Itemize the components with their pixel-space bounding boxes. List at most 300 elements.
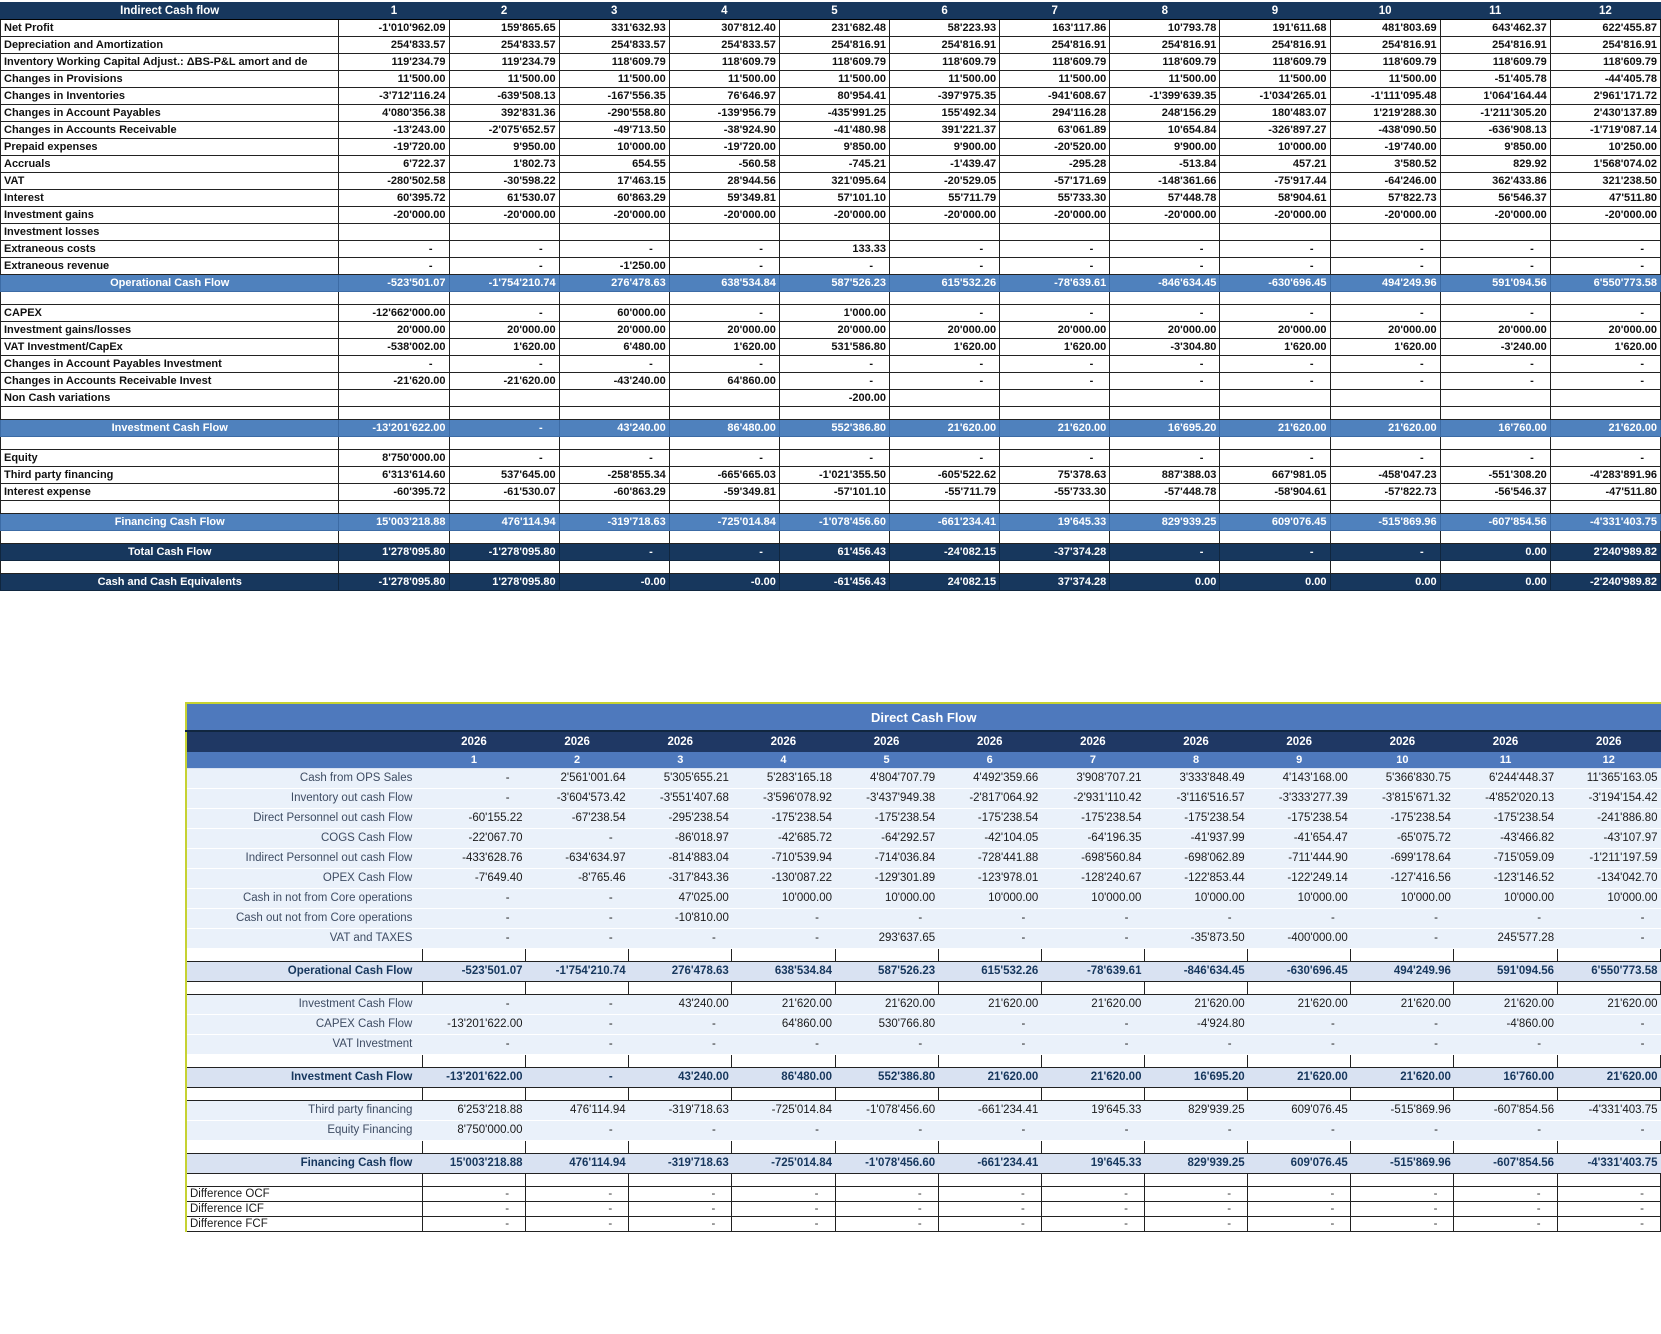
value-cell[interactable]: 10'000.00 bbox=[835, 888, 938, 908]
value-cell[interactable]: 10'654.84 bbox=[1110, 122, 1220, 139]
value-cell[interactable]: - bbox=[1041, 1216, 1144, 1231]
value-cell[interactable]: -523'501.07 bbox=[339, 275, 449, 292]
blank-cell[interactable] bbox=[1440, 561, 1550, 574]
value-cell[interactable]: -258'855.34 bbox=[559, 467, 669, 484]
value-cell[interactable]: - bbox=[1144, 1186, 1247, 1201]
blank-cell[interactable] bbox=[526, 1173, 629, 1186]
value-cell[interactable]: 16'760.00 bbox=[1440, 420, 1550, 437]
blank-cell[interactable] bbox=[339, 407, 449, 420]
value-cell[interactable]: - bbox=[1220, 258, 1330, 275]
value-cell[interactable]: -1'021'355.50 bbox=[779, 467, 889, 484]
value-cell[interactable]: -42'104.05 bbox=[938, 828, 1041, 848]
blank-cell[interactable] bbox=[1454, 1087, 1557, 1100]
blank-cell[interactable] bbox=[629, 1054, 732, 1067]
value-cell[interactable]: -37'374.28 bbox=[1000, 544, 1110, 561]
value-cell[interactable]: - bbox=[1000, 258, 1110, 275]
value-cell[interactable]: - bbox=[629, 1014, 732, 1034]
value-cell[interactable]: - bbox=[526, 994, 629, 1014]
value-cell[interactable]: - bbox=[1557, 1186, 1660, 1201]
value-cell[interactable]: - bbox=[779, 258, 889, 275]
value-cell[interactable]: 19'645.33 bbox=[1041, 1153, 1144, 1173]
column-header-cell[interactable]: 8 bbox=[1144, 752, 1247, 768]
year-header-cell[interactable]: 2026 bbox=[1557, 731, 1660, 752]
blank-cell[interactable] bbox=[1454, 1140, 1557, 1153]
column-header-cell[interactable]: 11 bbox=[1440, 3, 1550, 20]
blank-cell[interactable] bbox=[339, 531, 449, 544]
blank-cell[interactable] bbox=[1454, 1054, 1557, 1067]
value-cell[interactable]: 21'620.00 bbox=[1144, 994, 1247, 1014]
blank-cell[interactable] bbox=[1557, 1140, 1660, 1153]
value-cell[interactable]: 21'620.00 bbox=[1351, 994, 1454, 1014]
value-cell[interactable]: -21'620.00 bbox=[339, 373, 449, 390]
value-cell[interactable]: 21'620.00 bbox=[835, 994, 938, 1014]
blank-cell[interactable] bbox=[1000, 531, 1110, 544]
row-label-cell[interactable]: OPEX Cash Flow bbox=[186, 868, 422, 888]
value-cell[interactable]: 481'803.69 bbox=[1330, 20, 1440, 37]
value-cell[interactable]: - bbox=[449, 450, 559, 467]
value-cell[interactable]: - bbox=[1330, 241, 1440, 258]
value-cell[interactable]: -20'000.00 bbox=[1110, 207, 1220, 224]
value-cell[interactable]: -64'292.57 bbox=[835, 828, 938, 848]
blank-cell[interactable] bbox=[779, 292, 889, 305]
value-cell[interactable]: -20'000.00 bbox=[559, 207, 669, 224]
value-cell[interactable]: 20'000.00 bbox=[559, 322, 669, 339]
blank-cell[interactable] bbox=[1330, 407, 1440, 420]
value-cell[interactable]: - bbox=[1248, 1186, 1351, 1201]
value-cell[interactable]: -59'349.81 bbox=[669, 484, 779, 501]
value-cell[interactable]: 118'609.79 bbox=[1330, 54, 1440, 71]
value-cell[interactable]: - bbox=[890, 356, 1000, 373]
row-label-cell[interactable]: CAPEX Cash Flow bbox=[186, 1014, 422, 1034]
value-cell[interactable]: - bbox=[1220, 373, 1330, 390]
value-cell[interactable]: -3'815'671.32 bbox=[1351, 788, 1454, 808]
value-cell[interactable]: -43'240.00 bbox=[559, 373, 669, 390]
value-cell[interactable]: - bbox=[1351, 1034, 1454, 1054]
value-cell[interactable]: 294'116.28 bbox=[1000, 105, 1110, 122]
value-cell[interactable]: 609'076.45 bbox=[1248, 1153, 1351, 1173]
value-cell[interactable]: -130'087.22 bbox=[732, 868, 835, 888]
value-cell[interactable]: -175'238.54 bbox=[1248, 808, 1351, 828]
value-cell[interactable]: -7'649.40 bbox=[422, 868, 525, 888]
value-cell[interactable]: 1'802.73 bbox=[449, 156, 559, 173]
value-cell[interactable]: -64'246.00 bbox=[1330, 173, 1440, 190]
value-cell[interactable]: - bbox=[732, 1186, 835, 1201]
blank-cell[interactable] bbox=[1351, 981, 1454, 994]
blank-cell[interactable] bbox=[1454, 1173, 1557, 1186]
value-cell[interactable]: -78'639.61 bbox=[1041, 961, 1144, 981]
blank-cell[interactable] bbox=[1, 501, 339, 514]
blank-cell[interactable] bbox=[938, 948, 1041, 961]
value-cell[interactable]: -319'718.63 bbox=[559, 514, 669, 531]
value-cell[interactable]: 10'000.00 bbox=[1220, 139, 1330, 156]
value-cell[interactable] bbox=[1000, 224, 1110, 241]
blank-cell[interactable] bbox=[835, 1087, 938, 1100]
row-label-cell[interactable]: Third party financing bbox=[1, 467, 339, 484]
blank-cell[interactable] bbox=[1110, 531, 1220, 544]
value-cell[interactable]: -78'639.61 bbox=[1000, 275, 1110, 292]
blank-cell[interactable] bbox=[779, 531, 889, 544]
value-cell[interactable]: -86'018.97 bbox=[629, 828, 732, 848]
value-cell[interactable]: - bbox=[835, 1034, 938, 1054]
value-cell[interactable]: - bbox=[1041, 908, 1144, 928]
value-cell[interactable]: -61'456.43 bbox=[779, 574, 889, 591]
blank-cell[interactable] bbox=[559, 437, 669, 450]
value-cell[interactable]: - bbox=[629, 1186, 732, 1201]
value-cell[interactable]: 118'609.79 bbox=[1550, 54, 1660, 71]
value-cell[interactable]: 494'249.96 bbox=[1351, 961, 1454, 981]
blank-cell[interactable] bbox=[1440, 531, 1550, 544]
value-cell[interactable]: -661'234.41 bbox=[890, 514, 1000, 531]
column-header-cell[interactable]: 4 bbox=[732, 752, 835, 768]
value-cell[interactable]: -123'978.01 bbox=[938, 868, 1041, 888]
value-cell[interactable]: 1'219'288.30 bbox=[1330, 105, 1440, 122]
value-cell[interactable]: -634'634.97 bbox=[526, 848, 629, 868]
value-cell[interactable]: - bbox=[1557, 1201, 1660, 1216]
value-cell[interactable]: 5'366'830.75 bbox=[1351, 768, 1454, 788]
value-cell[interactable]: -1'278'095.80 bbox=[339, 574, 449, 591]
value-cell[interactable]: -607'854.56 bbox=[1454, 1100, 1557, 1120]
blank-cell[interactable] bbox=[779, 501, 889, 514]
blank-cell[interactable] bbox=[1110, 407, 1220, 420]
value-cell[interactable]: 276'478.63 bbox=[629, 961, 732, 981]
blank-cell[interactable] bbox=[449, 407, 559, 420]
blank-cell[interactable] bbox=[629, 948, 732, 961]
value-cell[interactable]: 163'117.86 bbox=[1000, 20, 1110, 37]
row-label-cell[interactable]: Accruals bbox=[1, 156, 339, 173]
value-cell[interactable]: - bbox=[1000, 450, 1110, 467]
blank-cell[interactable] bbox=[449, 561, 559, 574]
value-cell[interactable]: 133.33 bbox=[779, 241, 889, 258]
value-cell[interactable]: -55'711.79 bbox=[890, 484, 1000, 501]
value-cell[interactable]: 58'223.93 bbox=[890, 20, 1000, 37]
value-cell[interactable]: - bbox=[1330, 258, 1440, 275]
value-cell[interactable]: 10'000.00 bbox=[1351, 888, 1454, 908]
value-cell[interactable]: -4'331'403.75 bbox=[1550, 514, 1660, 531]
value-cell[interactable]: 254'833.57 bbox=[449, 37, 559, 54]
year-header-cell[interactable]: 2026 bbox=[1041, 731, 1144, 752]
year-header-cell[interactable]: 2026 bbox=[835, 731, 938, 752]
blank-cell[interactable] bbox=[669, 437, 779, 450]
value-cell[interactable]: - bbox=[422, 1034, 525, 1054]
value-cell[interactable]: -295'238.54 bbox=[629, 808, 732, 828]
blank-cell[interactable] bbox=[779, 407, 889, 420]
value-cell[interactable]: 591'094.56 bbox=[1454, 961, 1557, 981]
blank-cell[interactable] bbox=[1110, 292, 1220, 305]
value-cell[interactable]: - bbox=[938, 1014, 1041, 1034]
year-header-cell[interactable]: 2026 bbox=[629, 731, 732, 752]
value-cell[interactable]: - bbox=[890, 305, 1000, 322]
blank-cell[interactable] bbox=[1557, 1173, 1660, 1186]
value-cell[interactable]: - bbox=[1000, 356, 1110, 373]
value-cell[interactable] bbox=[449, 390, 559, 407]
value-cell[interactable]: 59'349.81 bbox=[669, 190, 779, 207]
value-cell[interactable] bbox=[1440, 390, 1550, 407]
row-label-cell[interactable]: Investment gains/losses bbox=[1, 322, 339, 339]
value-cell[interactable]: 4'143'168.00 bbox=[1248, 768, 1351, 788]
value-cell[interactable]: -438'090.50 bbox=[1330, 122, 1440, 139]
value-cell[interactable]: -20'000.00 bbox=[890, 207, 1000, 224]
value-cell[interactable]: - bbox=[669, 241, 779, 258]
value-cell[interactable]: - bbox=[890, 373, 1000, 390]
blank-cell[interactable] bbox=[1, 292, 339, 305]
value-cell[interactable]: -175'238.54 bbox=[938, 808, 1041, 828]
column-header-cell[interactable]: 10 bbox=[1330, 3, 1440, 20]
value-cell[interactable]: -20'529.05 bbox=[890, 173, 1000, 190]
value-cell[interactable]: -43'466.82 bbox=[1454, 828, 1557, 848]
value-cell[interactable]: - bbox=[422, 908, 525, 928]
value-cell[interactable]: -20'000.00 bbox=[449, 207, 559, 224]
value-cell[interactable]: 191'611.68 bbox=[1220, 20, 1330, 37]
value-cell[interactable]: 56'546.37 bbox=[1440, 190, 1550, 207]
column-header-cell[interactable]: 6 bbox=[890, 3, 1000, 20]
value-cell[interactable]: 254'833.57 bbox=[669, 37, 779, 54]
value-cell[interactable]: 307'812.40 bbox=[669, 20, 779, 37]
value-cell[interactable]: -61'530.07 bbox=[449, 484, 559, 501]
value-cell[interactable]: -20'000.00 bbox=[339, 207, 449, 224]
row-label-cell[interactable]: Cash out not from Core operations bbox=[186, 908, 422, 928]
year-header-cell[interactable]: 2026 bbox=[1454, 731, 1557, 752]
value-cell[interactable]: - bbox=[449, 305, 559, 322]
blank-cell[interactable] bbox=[1144, 948, 1247, 961]
row-label-cell[interactable]: Net Profit bbox=[1, 20, 339, 37]
value-cell[interactable]: - bbox=[1557, 1014, 1660, 1034]
value-cell[interactable]: -2'240'989.82 bbox=[1550, 574, 1660, 591]
value-cell[interactable]: 4'080'356.38 bbox=[339, 105, 449, 122]
value-cell[interactable]: 21'620.00 bbox=[732, 994, 835, 1014]
blank-cell[interactable] bbox=[1550, 407, 1660, 420]
value-cell[interactable]: -38'924.90 bbox=[669, 122, 779, 139]
value-cell[interactable]: 638'534.84 bbox=[732, 961, 835, 981]
value-cell[interactable]: 118'609.79 bbox=[1110, 54, 1220, 71]
value-cell[interactable]: -41'480.98 bbox=[779, 122, 889, 139]
value-cell[interactable]: -1'439.47 bbox=[890, 156, 1000, 173]
value-cell[interactable]: - bbox=[1248, 1034, 1351, 1054]
value-cell[interactable]: 118'609.79 bbox=[779, 54, 889, 71]
blank-cell[interactable] bbox=[186, 1173, 422, 1186]
value-cell[interactable]: 11'500.00 bbox=[1110, 71, 1220, 88]
value-cell[interactable]: 9'850.00 bbox=[1440, 139, 1550, 156]
value-cell[interactable]: -3'116'516.57 bbox=[1144, 788, 1247, 808]
value-cell[interactable]: 57'822.73 bbox=[1330, 190, 1440, 207]
value-cell[interactable]: -714'036.84 bbox=[835, 848, 938, 868]
value-cell[interactable]: 11'500.00 bbox=[1000, 71, 1110, 88]
value-cell[interactable]: - bbox=[1454, 1120, 1557, 1140]
value-cell[interactable]: - bbox=[339, 258, 449, 275]
value-cell[interactable]: 20'000.00 bbox=[1330, 322, 1440, 339]
value-cell[interactable]: - bbox=[339, 241, 449, 258]
blank-cell[interactable] bbox=[1, 407, 339, 420]
value-cell[interactable]: -41'937.99 bbox=[1144, 828, 1247, 848]
value-cell[interactable]: 16'695.20 bbox=[1110, 420, 1220, 437]
year-header-cell[interactable]: 2026 bbox=[938, 731, 1041, 752]
value-cell[interactable]: - bbox=[779, 450, 889, 467]
blank-cell[interactable] bbox=[732, 1173, 835, 1186]
value-cell[interactable]: 10'000.00 bbox=[1041, 888, 1144, 908]
value-cell[interactable]: -60'395.72 bbox=[339, 484, 449, 501]
blank-cell[interactable] bbox=[526, 948, 629, 961]
row-label-cell[interactable]: VAT and TAXES bbox=[186, 928, 422, 948]
value-cell[interactable]: 6'550'773.58 bbox=[1557, 961, 1660, 981]
value-cell[interactable]: 5'283'165.18 bbox=[732, 768, 835, 788]
blank-cell[interactable] bbox=[669, 407, 779, 420]
value-cell[interactable]: 21'620.00 bbox=[1220, 420, 1330, 437]
value-cell[interactable]: - bbox=[1550, 450, 1660, 467]
value-cell[interactable]: -290'558.80 bbox=[559, 105, 669, 122]
blank-cell[interactable] bbox=[890, 561, 1000, 574]
value-cell[interactable]: 1'620.00 bbox=[1550, 339, 1660, 356]
value-cell[interactable]: -1'278'095.80 bbox=[449, 544, 559, 561]
value-cell[interactable]: 829.92 bbox=[1440, 156, 1550, 173]
value-cell[interactable]: 1'568'074.02 bbox=[1550, 156, 1660, 173]
blank-cell[interactable] bbox=[1220, 561, 1330, 574]
column-header-cell[interactable]: 8 bbox=[1110, 3, 1220, 20]
value-cell[interactable]: - bbox=[1454, 1201, 1557, 1216]
value-cell[interactable]: - bbox=[339, 356, 449, 373]
blank-cell[interactable] bbox=[1557, 1087, 1660, 1100]
value-cell[interactable]: -319'718.63 bbox=[629, 1153, 732, 1173]
blank-cell[interactable] bbox=[669, 292, 779, 305]
blank-cell[interactable] bbox=[1144, 1054, 1247, 1067]
blank-cell[interactable] bbox=[422, 1054, 525, 1067]
value-cell[interactable]: - bbox=[1110, 373, 1220, 390]
blank-cell[interactable] bbox=[559, 531, 669, 544]
value-cell[interactable]: 654.55 bbox=[559, 156, 669, 173]
value-cell[interactable]: -3'712'116.24 bbox=[339, 88, 449, 105]
value-cell[interactable]: - bbox=[890, 241, 1000, 258]
value-cell[interactable]: -513.84 bbox=[1110, 156, 1220, 173]
blank-cell[interactable] bbox=[1000, 407, 1110, 420]
blank-cell[interactable] bbox=[449, 501, 559, 514]
value-cell[interactable]: 20'000.00 bbox=[1110, 322, 1220, 339]
value-cell[interactable]: 43'240.00 bbox=[629, 994, 732, 1014]
blank-cell[interactable] bbox=[1248, 948, 1351, 961]
value-cell[interactable]: 254'833.57 bbox=[339, 37, 449, 54]
value-cell[interactable]: - bbox=[1440, 356, 1550, 373]
blank-cell[interactable] bbox=[890, 501, 1000, 514]
row-label-cell[interactable]: Cash from OPS Sales bbox=[186, 768, 422, 788]
value-cell[interactable]: 829'939.25 bbox=[1144, 1153, 1247, 1173]
value-cell[interactable]: 118'609.79 bbox=[669, 54, 779, 71]
blank-cell[interactable] bbox=[1550, 561, 1660, 574]
blank-cell[interactable] bbox=[1220, 501, 1330, 514]
value-cell[interactable]: -699'178.64 bbox=[1351, 848, 1454, 868]
value-cell[interactable]: - bbox=[1041, 1120, 1144, 1140]
row-label-cell[interactable]: Prepaid expenses bbox=[1, 139, 339, 156]
value-cell[interactable]: 531'586.80 bbox=[779, 339, 889, 356]
value-cell[interactable]: - bbox=[1144, 1120, 1247, 1140]
value-cell[interactable]: 494'249.96 bbox=[1330, 275, 1440, 292]
value-cell[interactable]: -551'308.20 bbox=[1440, 467, 1550, 484]
blank-cell[interactable] bbox=[1220, 292, 1330, 305]
blank-cell[interactable] bbox=[339, 561, 449, 574]
blank-cell[interactable] bbox=[835, 1173, 938, 1186]
value-cell[interactable]: 887'388.03 bbox=[1110, 467, 1220, 484]
value-cell[interactable]: 0.00 bbox=[1440, 574, 1550, 591]
value-cell[interactable]: 829'939.25 bbox=[1144, 1100, 1247, 1120]
value-cell[interactable]: -1'754'210.74 bbox=[449, 275, 559, 292]
value-cell[interactable]: -41'654.47 bbox=[1248, 828, 1351, 848]
blank-cell[interactable] bbox=[732, 1087, 835, 1100]
column-header-cell[interactable]: 3 bbox=[629, 752, 732, 768]
value-cell[interactable]: -24'082.15 bbox=[890, 544, 1000, 561]
blank-cell[interactable] bbox=[559, 292, 669, 305]
value-cell[interactable]: - bbox=[1144, 1201, 1247, 1216]
value-cell[interactable]: -49'713.50 bbox=[559, 122, 669, 139]
value-cell[interactable]: - bbox=[1144, 908, 1247, 928]
value-cell[interactable]: - bbox=[629, 1216, 732, 1231]
value-cell[interactable]: -639'508.13 bbox=[449, 88, 559, 105]
value-cell[interactable]: -3'333'277.39 bbox=[1248, 788, 1351, 808]
value-cell[interactable]: - bbox=[1110, 305, 1220, 322]
value-cell[interactable]: 118'609.79 bbox=[1000, 54, 1110, 71]
value-cell[interactable]: - bbox=[422, 1201, 525, 1216]
value-cell[interactable]: 9'950.00 bbox=[449, 139, 559, 156]
value-cell[interactable]: 0.00 bbox=[1440, 544, 1550, 561]
value-cell[interactable]: -12'662'000.00 bbox=[339, 305, 449, 322]
value-cell[interactable]: -20'520.00 bbox=[1000, 139, 1110, 156]
row-label-cell[interactable]: Difference OCF bbox=[186, 1186, 422, 1201]
value-cell[interactable]: -295.28 bbox=[1000, 156, 1110, 173]
value-cell[interactable]: - bbox=[1041, 1186, 1144, 1201]
value-cell[interactable]: -630'696.45 bbox=[1220, 275, 1330, 292]
value-cell[interactable]: - bbox=[835, 908, 938, 928]
value-cell[interactable]: 1'278'095.80 bbox=[339, 544, 449, 561]
value-cell[interactable]: 9'900.00 bbox=[1110, 139, 1220, 156]
table-title-cell[interactable]: Direct Cash Flow bbox=[186, 703, 1661, 731]
value-cell[interactable]: -814'883.04 bbox=[629, 848, 732, 868]
value-cell[interactable]: -400'000.00 bbox=[1248, 928, 1351, 948]
value-cell[interactable]: - bbox=[732, 928, 835, 948]
value-cell[interactable]: - bbox=[835, 1216, 938, 1231]
value-cell[interactable]: 55'733.30 bbox=[1000, 190, 1110, 207]
value-cell[interactable]: - bbox=[526, 1201, 629, 1216]
value-cell[interactable]: - bbox=[422, 1216, 525, 1231]
value-cell[interactable]: -20'000.00 bbox=[1440, 207, 1550, 224]
value-cell[interactable]: - bbox=[835, 1120, 938, 1140]
value-cell[interactable]: 55'711.79 bbox=[890, 190, 1000, 207]
blank-cell[interactable] bbox=[1440, 501, 1550, 514]
value-cell[interactable]: -607'854.56 bbox=[1440, 514, 1550, 531]
row-label-cell[interactable]: Third party financing bbox=[186, 1100, 422, 1120]
value-cell[interactable] bbox=[1440, 224, 1550, 241]
blank-cell[interactable] bbox=[938, 981, 1041, 994]
value-cell[interactable]: 20'000.00 bbox=[339, 322, 449, 339]
blank-cell[interactable] bbox=[629, 1140, 732, 1153]
value-cell[interactable]: 667'981.05 bbox=[1220, 467, 1330, 484]
value-cell[interactable]: - bbox=[1454, 1034, 1557, 1054]
value-cell[interactable]: 11'500.00 bbox=[890, 71, 1000, 88]
blank-cell[interactable] bbox=[1557, 981, 1660, 994]
value-cell[interactable]: - bbox=[422, 788, 525, 808]
blank-cell[interactable] bbox=[1144, 1140, 1247, 1153]
value-cell[interactable]: -846'634.45 bbox=[1110, 275, 1220, 292]
year-header-cell[interactable]: 2026 bbox=[1351, 731, 1454, 752]
value-cell[interactable]: 537'645.00 bbox=[449, 467, 559, 484]
blank-cell[interactable] bbox=[449, 531, 559, 544]
value-cell[interactable]: - bbox=[449, 241, 559, 258]
column-header-cell[interactable]: 3 bbox=[559, 3, 669, 20]
value-cell[interactable]: 6'550'773.58 bbox=[1550, 275, 1660, 292]
blank-cell[interactable] bbox=[938, 1054, 1041, 1067]
value-cell[interactable]: 245'577.28 bbox=[1454, 928, 1557, 948]
value-cell[interactable]: 57'101.10 bbox=[779, 190, 889, 207]
value-cell[interactable]: -20'000.00 bbox=[1000, 207, 1110, 224]
value-cell[interactable]: 1'620.00 bbox=[449, 339, 559, 356]
value-cell[interactable]: -665'665.03 bbox=[669, 467, 779, 484]
year-header-cell[interactable]: 2026 bbox=[732, 731, 835, 752]
blank-cell[interactable] bbox=[186, 981, 422, 994]
column-header-cell[interactable]: 1 bbox=[422, 752, 525, 768]
